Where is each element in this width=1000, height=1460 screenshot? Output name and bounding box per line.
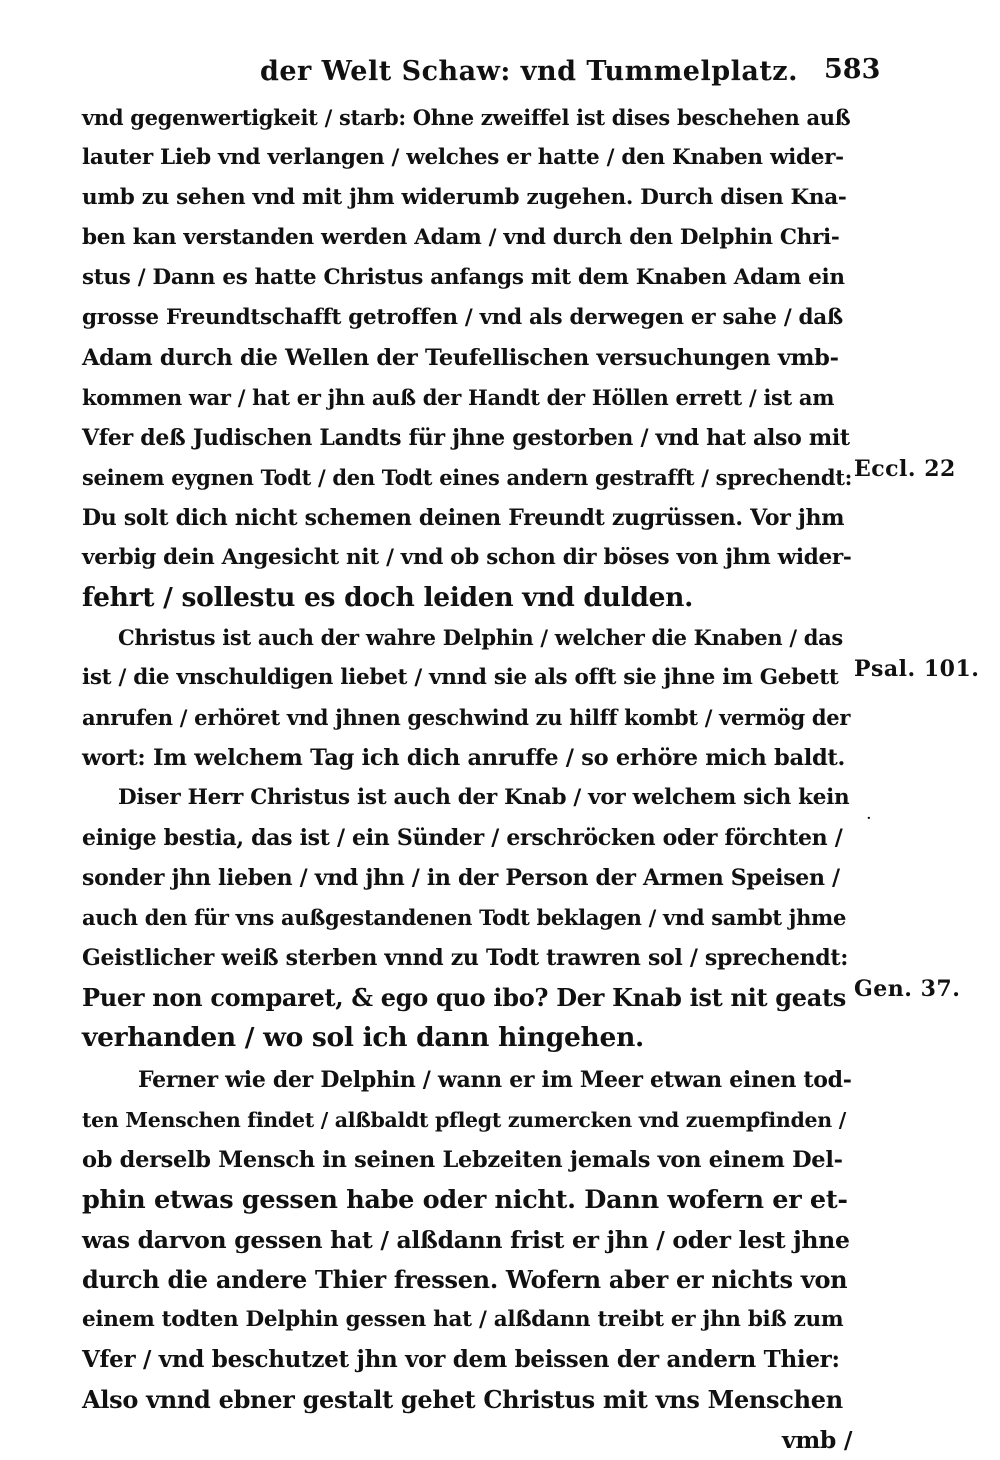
text-line: Also vnnd ebner gestalt gehet Christus mit vns Menschen: [82, 1385, 843, 1414]
text-line: fehrt / sollestu es doch leiden vnd dulden.: [82, 582, 694, 613]
text-line: grosse Freundtschafft getroffen / vnd als derwegen er sahe / daß: [82, 305, 843, 330]
text-line: Geistlicher weiß sterben vnnd zu Todt trawren sol / sprechendt:: [82, 945, 849, 971]
text-line: was darvon gessen hat / alßdann frist er jhn / oder lest jhne: [82, 1226, 850, 1254]
page-number: 583: [824, 54, 881, 85]
text-line: Vfer deß Judischen Landts für jhne gestorben / vnd hat also mit: [82, 425, 850, 451]
text-line: Diser Herr Christus ist auch der Knab / vor welchem sich kein: [118, 785, 850, 810]
text-line: umb zu sehen vnd mit jhm widerumb zugehen. Durch disen Kna-: [82, 185, 847, 210]
text-line: Vfer / vnd beschutzet jhn vor dem beissen der andern Thier:: [82, 1346, 840, 1373]
margin-note: Gen. 37.: [854, 976, 961, 1002]
text-line: verhanden / wo sol ich dann hingehen.: [82, 1022, 644, 1053]
text-line: ten Menschen findet / alßbaldt pflegt zumercken vnd zuempfinden /: [82, 1108, 846, 1132]
margin-dot: ·: [866, 808, 872, 829]
margin-note: Eccl. 22: [854, 456, 956, 482]
text-line: Puer non comparet, & ego quo ibo? Der Knab ist nit geats: [82, 983, 846, 1012]
text-line: wort: Im welchem Tag ich dich anruffe / so erhöre mich baldt.: [82, 745, 846, 771]
text-line: ob derselb Mensch in seinen Lebzeiten jemals von einem Del-: [82, 1147, 843, 1173]
text-line: Du solt dich nicht schemen deinen Freundt zugrüssen. Vor jhm: [82, 505, 845, 531]
text-line: Ferner wie der Delphin / wann er im Meer etwan einen tod-: [138, 1067, 852, 1093]
text-line: ben kan verstanden werden Adam / vnd durch den Delphin Chri-: [82, 225, 840, 250]
text-line: einem todten Delphin gessen hat / alßdann treibt er jhn biß zum: [82, 1307, 844, 1332]
text-line: seinem eygnen Todt / den Todt eines andern gestrafft / sprechendt:: [82, 465, 853, 490]
text-line: lauter Lieb vnd verlangen / welches er hatte / den Knaben wider-: [82, 145, 844, 170]
text-line: einige bestia, das ist / ein Sünder / erschröcken oder förchten /: [82, 825, 843, 851]
catchword: vmb /: [782, 1426, 853, 1454]
text-line: Adam durch die Wellen der Teufellischen versuchungen vmb-: [82, 345, 839, 371]
text-line: sonder jhn lieben / vnd jhn / in der Person der Armen Speisen /: [82, 865, 840, 891]
running-title: der Welt Schaw: vnd Tummelplatz.: [260, 56, 799, 87]
text-line: stus / Dann es hatte Christus anfangs mit dem Knaben Adam ein: [82, 265, 845, 290]
text-line: kommen war / hat er jhn auß der Handt der Höllen errett / ist am: [82, 385, 835, 410]
text-line: Christus ist auch der wahre Delphin / welcher die Knaben / das: [118, 625, 843, 650]
margin-note: Psal. 101.: [854, 656, 980, 682]
text-line: ist / die vnschuldigen liebet / vnnd sie als offt sie jhne im Gebett: [82, 665, 839, 690]
text-line: durch die andere Thier fressen. Wofern aber er nichts von: [82, 1265, 848, 1294]
text-line: verbig dein Angesicht nit / vnd ob schon dir böses von jhm wider-: [82, 545, 852, 570]
page-header: [84, 52, 964, 100]
text-line: phin etwas gessen habe oder nicht. Dann wofern er et-: [82, 1185, 848, 1215]
text-line: vnd gegenwertigkeit / starb: Ohne zweiffel ist dises beschehen auß: [82, 105, 851, 130]
text-line: auch den für vns außgestandenen Todt beklagen / vnd sambt jhme: [82, 905, 847, 930]
text-line: anrufen / erhöret vnd jhnen geschwind zu hilff kombt / vermög der: [82, 705, 851, 730]
